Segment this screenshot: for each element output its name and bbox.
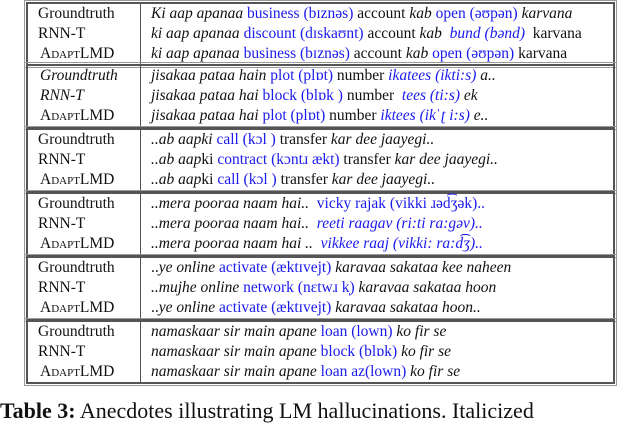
system-label: Groundtruth [38,5,115,22]
column-divider [140,322,141,382]
table-caption [0,398,534,424]
transcript-segment: ..mujhe online [151,279,244,296]
system-label: AdaptLMD [40,235,115,252]
transcript [140,322,446,342]
transcript-segment: karavaa sakataa hoon [354,279,497,296]
transcript-segment: ..mera pooraa naam hai.. [151,195,310,212]
transcript-segment: karavaa sakataa kee naheen [331,259,512,276]
highlighted-word: business (bɪznəs) [247,5,354,22]
example-block [26,2,615,66]
table-row [28,4,613,24]
transcript [140,258,511,278]
transcript-segment: ko fir se [397,343,451,360]
highlighted-word: bund (bənd) [445,25,525,42]
column-divider [140,4,141,64]
system-label: RNN-T [40,87,84,104]
transcript [140,86,478,106]
highlighted-word: call (kɔl ) [217,171,277,188]
column-divider [140,66,141,126]
highlighted-word: block (blɒk) [320,343,398,360]
highlighted-word: loan az(lown) [320,363,407,380]
transcript [140,342,451,362]
system-label: AdaptLMD [40,45,115,62]
transcript-segment: ko fir se [392,323,447,340]
highlighted-word: business (bɪznəs) [243,45,350,62]
transcript-segment: transfer [276,171,332,188]
highlighted-word: reeti raagav (ri:ti ra:gəv).. [309,215,483,232]
transcript [140,4,572,24]
example-block [26,64,615,128]
transcript-segment: namaskaar sir main apane [151,343,321,360]
transcript-segment: a.. [476,67,496,84]
transcript-segment: ..ab aap [151,171,202,188]
example-block [26,256,615,320]
transcript-segment: account [353,5,410,22]
highlighted-word: activate (æktɪvejt) [219,299,332,316]
transcript-segment: jisakaa pataa hai [151,87,263,104]
highlighted-word: tees (ti:s) [398,87,461,104]
transcript [140,130,434,150]
transcript-segment: kar dee jaayegi.. [331,171,436,188]
transcript-segment: kar dee jaayegi.. [330,131,435,148]
transcript [140,150,498,170]
table-row [28,44,613,64]
transcript-segment: transfer [275,131,331,148]
transcript-segment: karavaa sakataa hoon.. [331,299,481,316]
highlighted-word: ikatees (ikti:s) [388,67,477,84]
system-label: AdaptLMD [40,363,115,380]
table-row [28,278,613,298]
highlighted-word: iktees (ikˈʈ i:s) [380,107,470,124]
transcript-segment: number [342,87,399,104]
transcript [140,66,496,86]
column-divider [140,258,141,318]
system-label: RNN-T [38,25,86,42]
transcript-segment: number [325,107,381,124]
transcript-segment: ..ab aap [151,151,202,168]
transcript-segment: kab [405,45,433,62]
column-divider [140,194,141,254]
highlighted-word: block (blɒk ) [262,87,343,104]
highlighted-word: open (əʊpən) [435,5,518,22]
transcript [140,24,582,44]
transcript [140,194,485,214]
system-label: AdaptLMD [40,171,115,188]
highlighted-word: vikkee raaj (vikki: ra:d͡ʒ).. [312,235,483,252]
example-block [26,192,615,256]
transcript [140,234,483,254]
transcript-segment: ki aap apanaa [151,25,244,42]
system-label: Groundtruth [38,323,115,340]
transcript-segment: ki [201,171,218,188]
transcript-segment: namaskaar sir main apane [151,363,321,380]
transcript-segment: ..mera pooraa naam hai.. [151,215,310,232]
table-row [28,258,613,278]
highlighted-word: loan (lown) [320,323,393,340]
transcript [140,278,496,298]
transcript-segment: account [363,25,420,42]
highlighted-word: discount (dɪskaʊnt) [243,25,364,42]
table-row [28,130,613,150]
highlighted-word: call (kɔl ) [216,131,276,148]
transcript-segment: ..mera pooraa naam hai .. [151,235,313,252]
table-row [28,194,613,214]
highlighted-word: activate (æktɪvejt) [219,259,332,276]
transcript-segment: namaskaar sir main apane [151,323,321,340]
system-label: Groundtruth [38,259,115,276]
highlighted-word: plot (plɒt) [270,67,334,84]
transcript-segment: .. [151,259,159,276]
highlighted-word: network (nɛtwɹ k̩) [243,279,355,296]
caption-label: Table 3: [0,398,76,423]
table-row [28,170,613,190]
transcript [140,214,483,234]
transcript-segment: karvana [517,5,573,22]
system-label: Groundtruth [40,67,118,84]
table-row [28,106,613,126]
transcript-segment: ek [460,87,478,104]
table-row [28,24,613,44]
table-row [28,214,613,234]
transcript-segment: kab [409,5,436,22]
table-row [28,342,613,362]
transcript-segment: number [333,67,389,84]
transcript-segment: ye online [158,259,220,276]
table-row [28,234,613,254]
example-block [26,128,615,192]
column-divider [140,130,141,190]
transcript-segment: transfer [339,151,395,168]
system-label: RNN-T [38,215,86,232]
system-label: RNN-T [38,151,86,168]
system-label: Groundtruth [38,195,115,212]
table-row [28,86,613,106]
transcript [140,106,488,126]
transcript-segment: ki [201,151,218,168]
highlighted-word: contract (kɔntɹ ækt) [217,151,340,168]
example-block [26,320,615,384]
transcript-segment: ye online [158,299,220,316]
caption-text: Anecdotes illustrating LM hallucinations. Italicized [75,398,534,423]
transcript-segment: .. [151,299,159,316]
table-row [28,298,613,318]
transcript-segment: kab [419,25,446,42]
transcript-segment: account [349,45,406,62]
transcript [140,362,460,382]
system-label: AdaptLMD [40,299,115,316]
transcript-segment: jisakaa pataa hai [151,107,263,124]
system-label: AdaptLMD [40,107,115,124]
transcript-segment: Ki aap apanaa [151,5,248,22]
transcript-segment: ..ab aapki [151,131,217,148]
table-row [28,322,613,342]
highlighted-word: plot (plɒt) [262,107,326,124]
table-row [28,362,613,382]
transcript [140,44,567,64]
table-row [28,150,613,170]
system-label: Groundtruth [38,131,115,148]
transcript-segment: karvana [525,25,582,42]
transcript [140,298,481,318]
highlighted-word: vicky rajak (vikki ɹəd͡ʒək).. [309,195,486,212]
highlighted-word: open (əʊpən) [432,45,515,62]
transcript-segment: jisakaa pataa hain [151,67,271,84]
transcript-segment: ki aap apanaa [151,45,244,62]
transcript-segment: kar dee jaayegi.. [394,151,498,168]
transcript [140,170,435,190]
table-row [28,66,613,86]
transcript-segment: ko fir se [406,363,461,380]
system-label: RNN-T [38,279,86,296]
transcript-segment: karvana [514,45,568,62]
transcript-segment: e.. [469,107,489,124]
system-label: RNN-T [38,343,86,360]
